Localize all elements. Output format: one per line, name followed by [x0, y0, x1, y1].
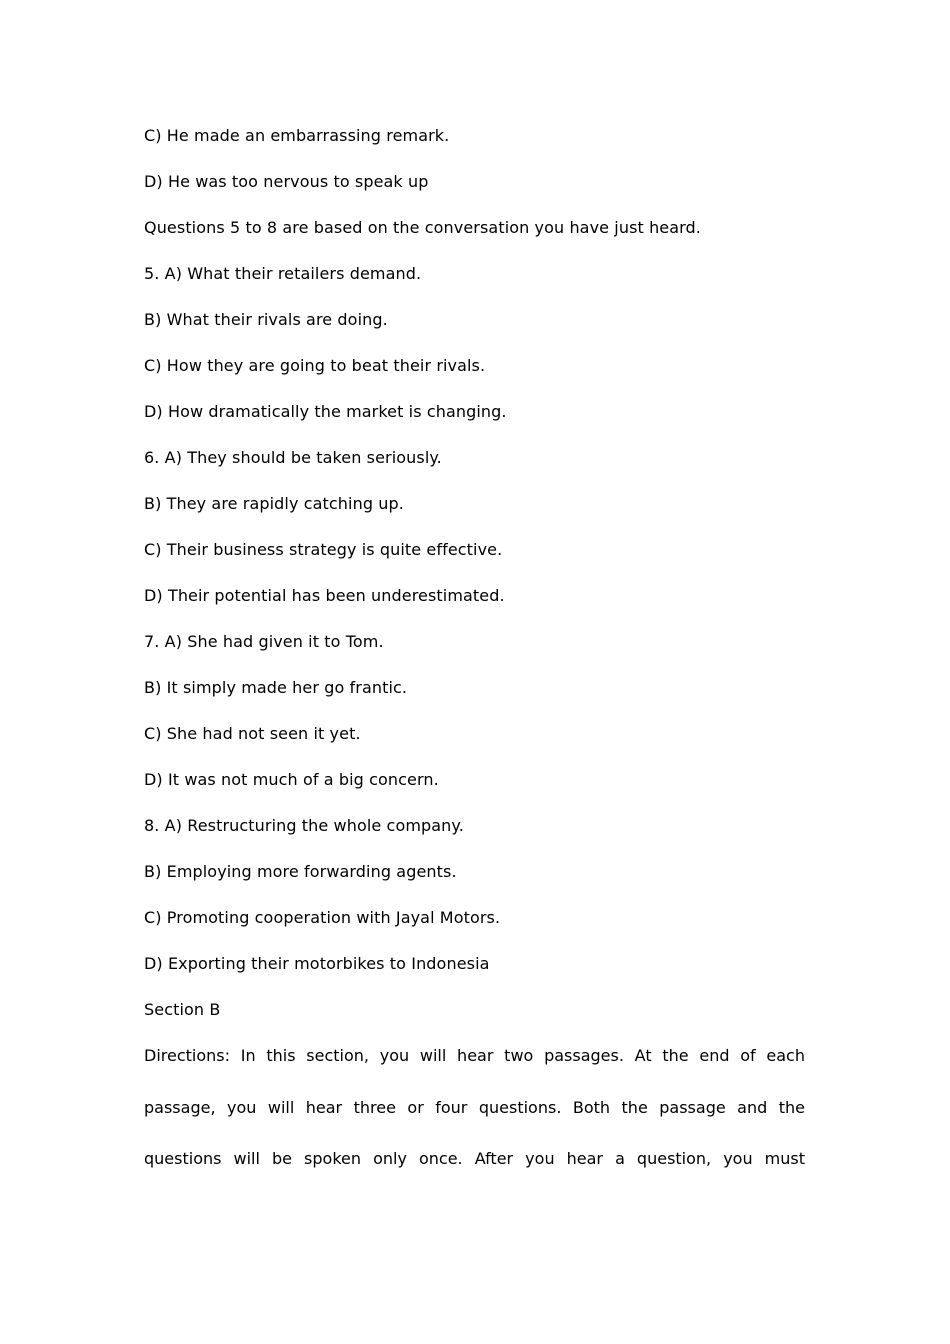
q5-option-a: 5. A) What their retailers demand.	[144, 264, 422, 283]
q6-option-a: 6. A) They should be taken seriously.	[144, 448, 442, 467]
q7-option-a: 7. A) She had given it to Tom.	[144, 632, 384, 651]
q4-option-c: C) He made an embarrassing remark.	[144, 126, 450, 145]
q6-option-b: B) They are rapidly catching up.	[144, 494, 404, 513]
section-b-heading: Section B	[144, 1000, 221, 1019]
q7-option-b: B) It simply made her go frantic.	[144, 678, 408, 697]
q8-option-d: D) Exporting their motorbikes to Indonesia	[144, 954, 490, 973]
q8-option-a: 8. A) Restructuring the whole company.	[144, 816, 464, 835]
q7-option-d: D) It was not much of a big concern.	[144, 770, 439, 789]
q5-option-b: B) What their rivals are doing.	[144, 310, 388, 329]
q5-option-d: D) How dramatically the market is changing.	[144, 402, 507, 421]
q4-option-d: D) He was too nervous to speak up	[144, 172, 429, 191]
q6-option-c: C) Their business strategy is quite effective.	[144, 540, 503, 559]
questions-5-8-heading: Questions 5 to 8 are based on the conversation you have just heard.	[144, 218, 701, 237]
directions-line-1: Directions: In this section, you will hear two passages. At the end of each	[144, 1046, 805, 1065]
q8-option-b: B) Employing more forwarding agents.	[144, 862, 457, 881]
q5-option-c: C) How they are going to beat their rivals.	[144, 356, 486, 375]
q7-option-c: C) She had not seen it yet.	[144, 724, 361, 743]
directions-line-3: questions will be spoken only once. After you hear a question, you must	[144, 1149, 805, 1168]
q8-option-c: C) Promoting cooperation with Jayal Motors.	[144, 908, 501, 927]
directions-line-2: passage, you will hear three or four questions. Both the passage and the	[144, 1098, 805, 1117]
q6-option-d: D) Their potential has been underestimated.	[144, 586, 505, 605]
